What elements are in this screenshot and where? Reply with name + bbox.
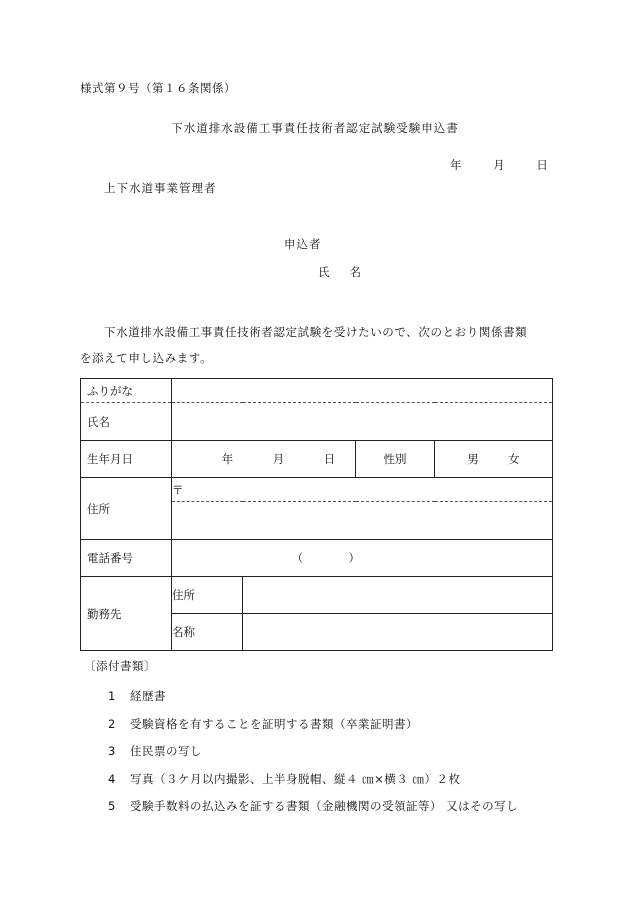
attachment-text: 写真（３ケ月以内撮影、上半身脱帽、縦４ ㎝×横３ ㎝）２枚: [130, 772, 461, 786]
address-label: [81, 478, 172, 540]
attachment-text: 受験資格を有することを証明する書類（卒業証明書）: [130, 717, 418, 731]
female-option[interactable]: 女: [508, 452, 520, 466]
name-label-text: 氏名: [87, 414, 110, 429]
attachment-text: 経歴書: [130, 689, 166, 703]
birthdate-field[interactable]: [172, 441, 356, 478]
attachment-number: 2: [108, 717, 116, 731]
sex-field[interactable]: [435, 441, 553, 478]
birth-year-label: 年: [221, 452, 234, 466]
phone-paren-open: （: [291, 551, 304, 565]
attachment-item: [108, 743, 202, 759]
sex-label-text: 性別: [383, 452, 407, 466]
attachment-item: [108, 798, 518, 814]
date-year-label: 年: [450, 158, 462, 172]
attachment-item: [108, 688, 166, 704]
name-field[interactable]: [172, 403, 553, 441]
work-address-label-text: 住所: [172, 588, 195, 602]
work-name-field[interactable]: [243, 614, 553, 651]
attachment-text: 受験手数料の払込みを証する書類（金融機関の受領証等） 又はその写し: [130, 799, 519, 813]
furigana-text: ふりがな: [87, 383, 133, 398]
work-name-label-text: 名称: [172, 625, 195, 639]
body-paragraph-line1: 下水道排水設備工事責任技術者認定試験を受けたいので、次のとおり関係書類: [104, 325, 528, 339]
birthdate-label: [81, 441, 172, 478]
name-label: [81, 403, 172, 441]
attachment-number: 4: [108, 772, 116, 786]
body-paragraph-line2: を添えて申し込みます。: [80, 351, 213, 365]
postal-mark: 〒: [172, 482, 184, 497]
application-table: [80, 378, 553, 651]
attachments-heading: 〔添付書類〕: [84, 659, 156, 673]
phone-label-text: 電話番号: [87, 551, 133, 565]
attachment-number: 3: [108, 744, 116, 758]
attachment-text: 住民票の写し: [130, 744, 202, 758]
workplace-label-text: 勤務先: [87, 606, 122, 621]
phone-field[interactable]: [172, 540, 553, 577]
applicant-label: 申込者: [284, 237, 322, 251]
address-label-text: 住所: [87, 501, 110, 516]
attachment-item: [108, 716, 418, 732]
attachment-number: 1: [108, 689, 116, 703]
work-name-label: [172, 614, 243, 651]
date-day-label: 日: [536, 158, 548, 172]
date-line: [450, 157, 548, 173]
work-address-label: [172, 577, 243, 614]
sex-label: [356, 441, 435, 478]
birth-day-label: 日: [323, 452, 336, 466]
applicant-name-label: 氏名: [318, 265, 381, 279]
attachment-item: [108, 771, 460, 787]
furigana-field[interactable]: [172, 379, 553, 403]
attachment-number: 5: [108, 799, 116, 813]
address-field[interactable]: [172, 502, 553, 540]
furigana-label: [81, 379, 172, 403]
recipient: 上下水道事業管理者: [104, 181, 217, 195]
male-option[interactable]: 男: [467, 452, 479, 466]
birth-month-label: 月: [272, 452, 285, 466]
work-address-field[interactable]: [243, 577, 553, 614]
form-number: 様式第９号（第１６条関係）: [80, 81, 236, 95]
birthdate-label-text: 生年月日: [87, 452, 133, 466]
postal-code-field[interactable]: [172, 478, 553, 502]
phone-paren-close: ）: [348, 551, 360, 565]
document-title: 下水道排水設備工事責任技術者認定試験受験申込書: [171, 121, 459, 135]
phone-label: [81, 540, 172, 577]
date-month-label: 月: [493, 158, 505, 172]
workplace-label: [81, 577, 172, 651]
